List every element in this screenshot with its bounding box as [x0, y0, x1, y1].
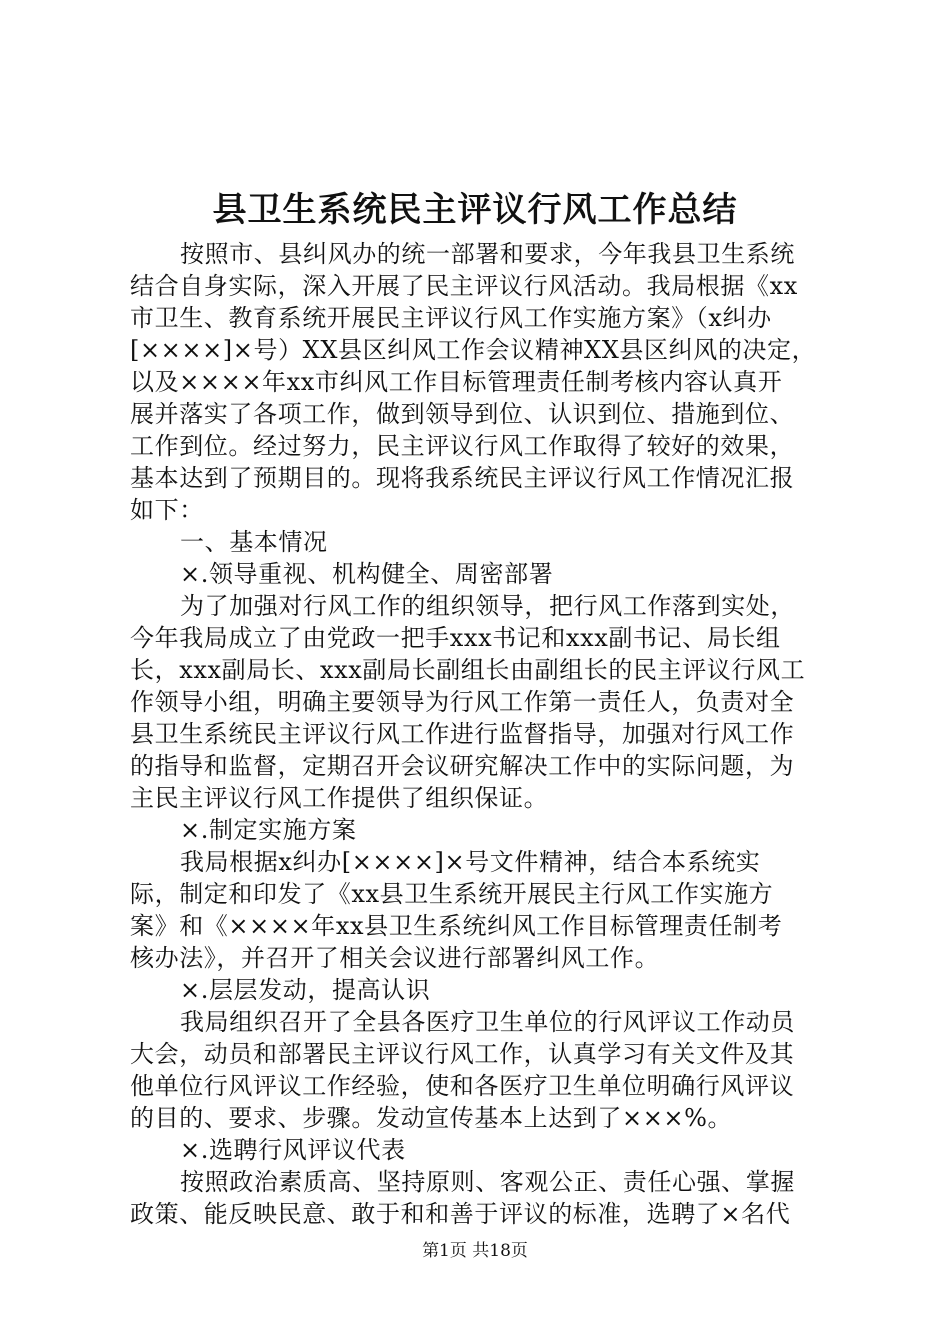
subsection-heading: ×.制定实施方案 — [180, 816, 357, 844]
body-line: [××××]×号）XX县区纠风工作会议精神XX县区纠风的决定， — [130, 336, 817, 364]
body-line: 展并落实了各项工作，做到领导到位、认识到位、措施到位、 — [130, 400, 795, 428]
body-line: 长，xxx副局长、xxx副局长副组长由副组长的民主评议行风工 — [130, 656, 806, 684]
body-line: 核办法》，并召开了相关会议进行部署纠风工作。 — [130, 944, 660, 972]
body-line: 际，制定和印发了《xx县卫生系统开展民主行风工作实施方 — [130, 880, 774, 908]
body-line: 为了加强对行风工作的组织领导，把行风工作落到实处， — [180, 592, 795, 620]
body-line: 工作到位。经过努力，民主评议行风工作取得了较好的效果， — [130, 432, 795, 460]
body-line: 大会，动员和部署民主评议行风工作，认真学习有关文件及其 — [130, 1040, 795, 1068]
body-line: 作领导小组，明确主要领导为行风工作第一责任人，负责对全 — [130, 688, 795, 716]
subsection-heading: ×.领导重视、机构健全、周密部署 — [180, 560, 554, 588]
body-line: 基本达到了预期目的。现将我系统民主评议行风工作情况汇报 — [130, 464, 795, 492]
body-line: 如下： — [130, 496, 204, 524]
body-line: 按照政治素质高、坚持原则、客观公正、责任心强、掌握 — [180, 1168, 795, 1196]
document-title: 县卫生系统民主评议行风工作总结 — [212, 190, 738, 230]
body-line: 结合自身实际，深入开展了民主评议行风活动。我局根据《xx — [130, 272, 798, 300]
section-heading: 一、基本情况 — [180, 528, 328, 556]
body-line: 我局根据x纠办[××××]×号文件精神，结合本系统实 — [180, 848, 761, 876]
body-line: 以及××××年xx市纠风工作目标管理责任制考核内容认真开 — [130, 368, 783, 396]
page-footer: 第1页 共18页 — [422, 1241, 528, 1261]
subsection-heading: ×.层层发动，提高认识 — [180, 976, 431, 1004]
body-line: 市卫生、教育系统开展民主评议行风工作实施方案》（x纠办 — [130, 304, 772, 332]
body-line: 今年我局成立了由党政一把手xxx书记和xxx副书记、局长组 — [130, 624, 781, 652]
body-line: 我局组织召开了全县各医疗卫生单位的行风评议工作动员 — [180, 1008, 795, 1036]
body-line: 案》和《××××年xx县卫生系统纠风工作目标管理责任制考 — [130, 912, 783, 940]
body-line: 主民主评议行风工作提供了组织保证。 — [130, 784, 549, 812]
body-line: 的目的、要求、步骤。发动宣传基本上达到了×××%。 — [130, 1104, 733, 1132]
body-line: 按照市、县纠风办的统一部署和要求，今年我县卫生系统 — [180, 240, 795, 268]
subsection-heading: ×.选聘行风评议代表 — [180, 1136, 406, 1164]
document-body — [130, 238, 850, 1230]
body-line: 政策、能反映民意、敢于和和善于评议的标准，选聘了×名代 — [130, 1200, 791, 1228]
body-line: 县卫生系统民主评议行风工作进行监督指导，加强对行风工作 — [130, 720, 795, 748]
body-line: 他单位行风评议工作经验，使和各医疗卫生单位明确行风评议 — [130, 1072, 795, 1100]
body-line: 的指导和监督，定期召开会议研究解决工作中的实际问题，为 — [130, 752, 795, 780]
